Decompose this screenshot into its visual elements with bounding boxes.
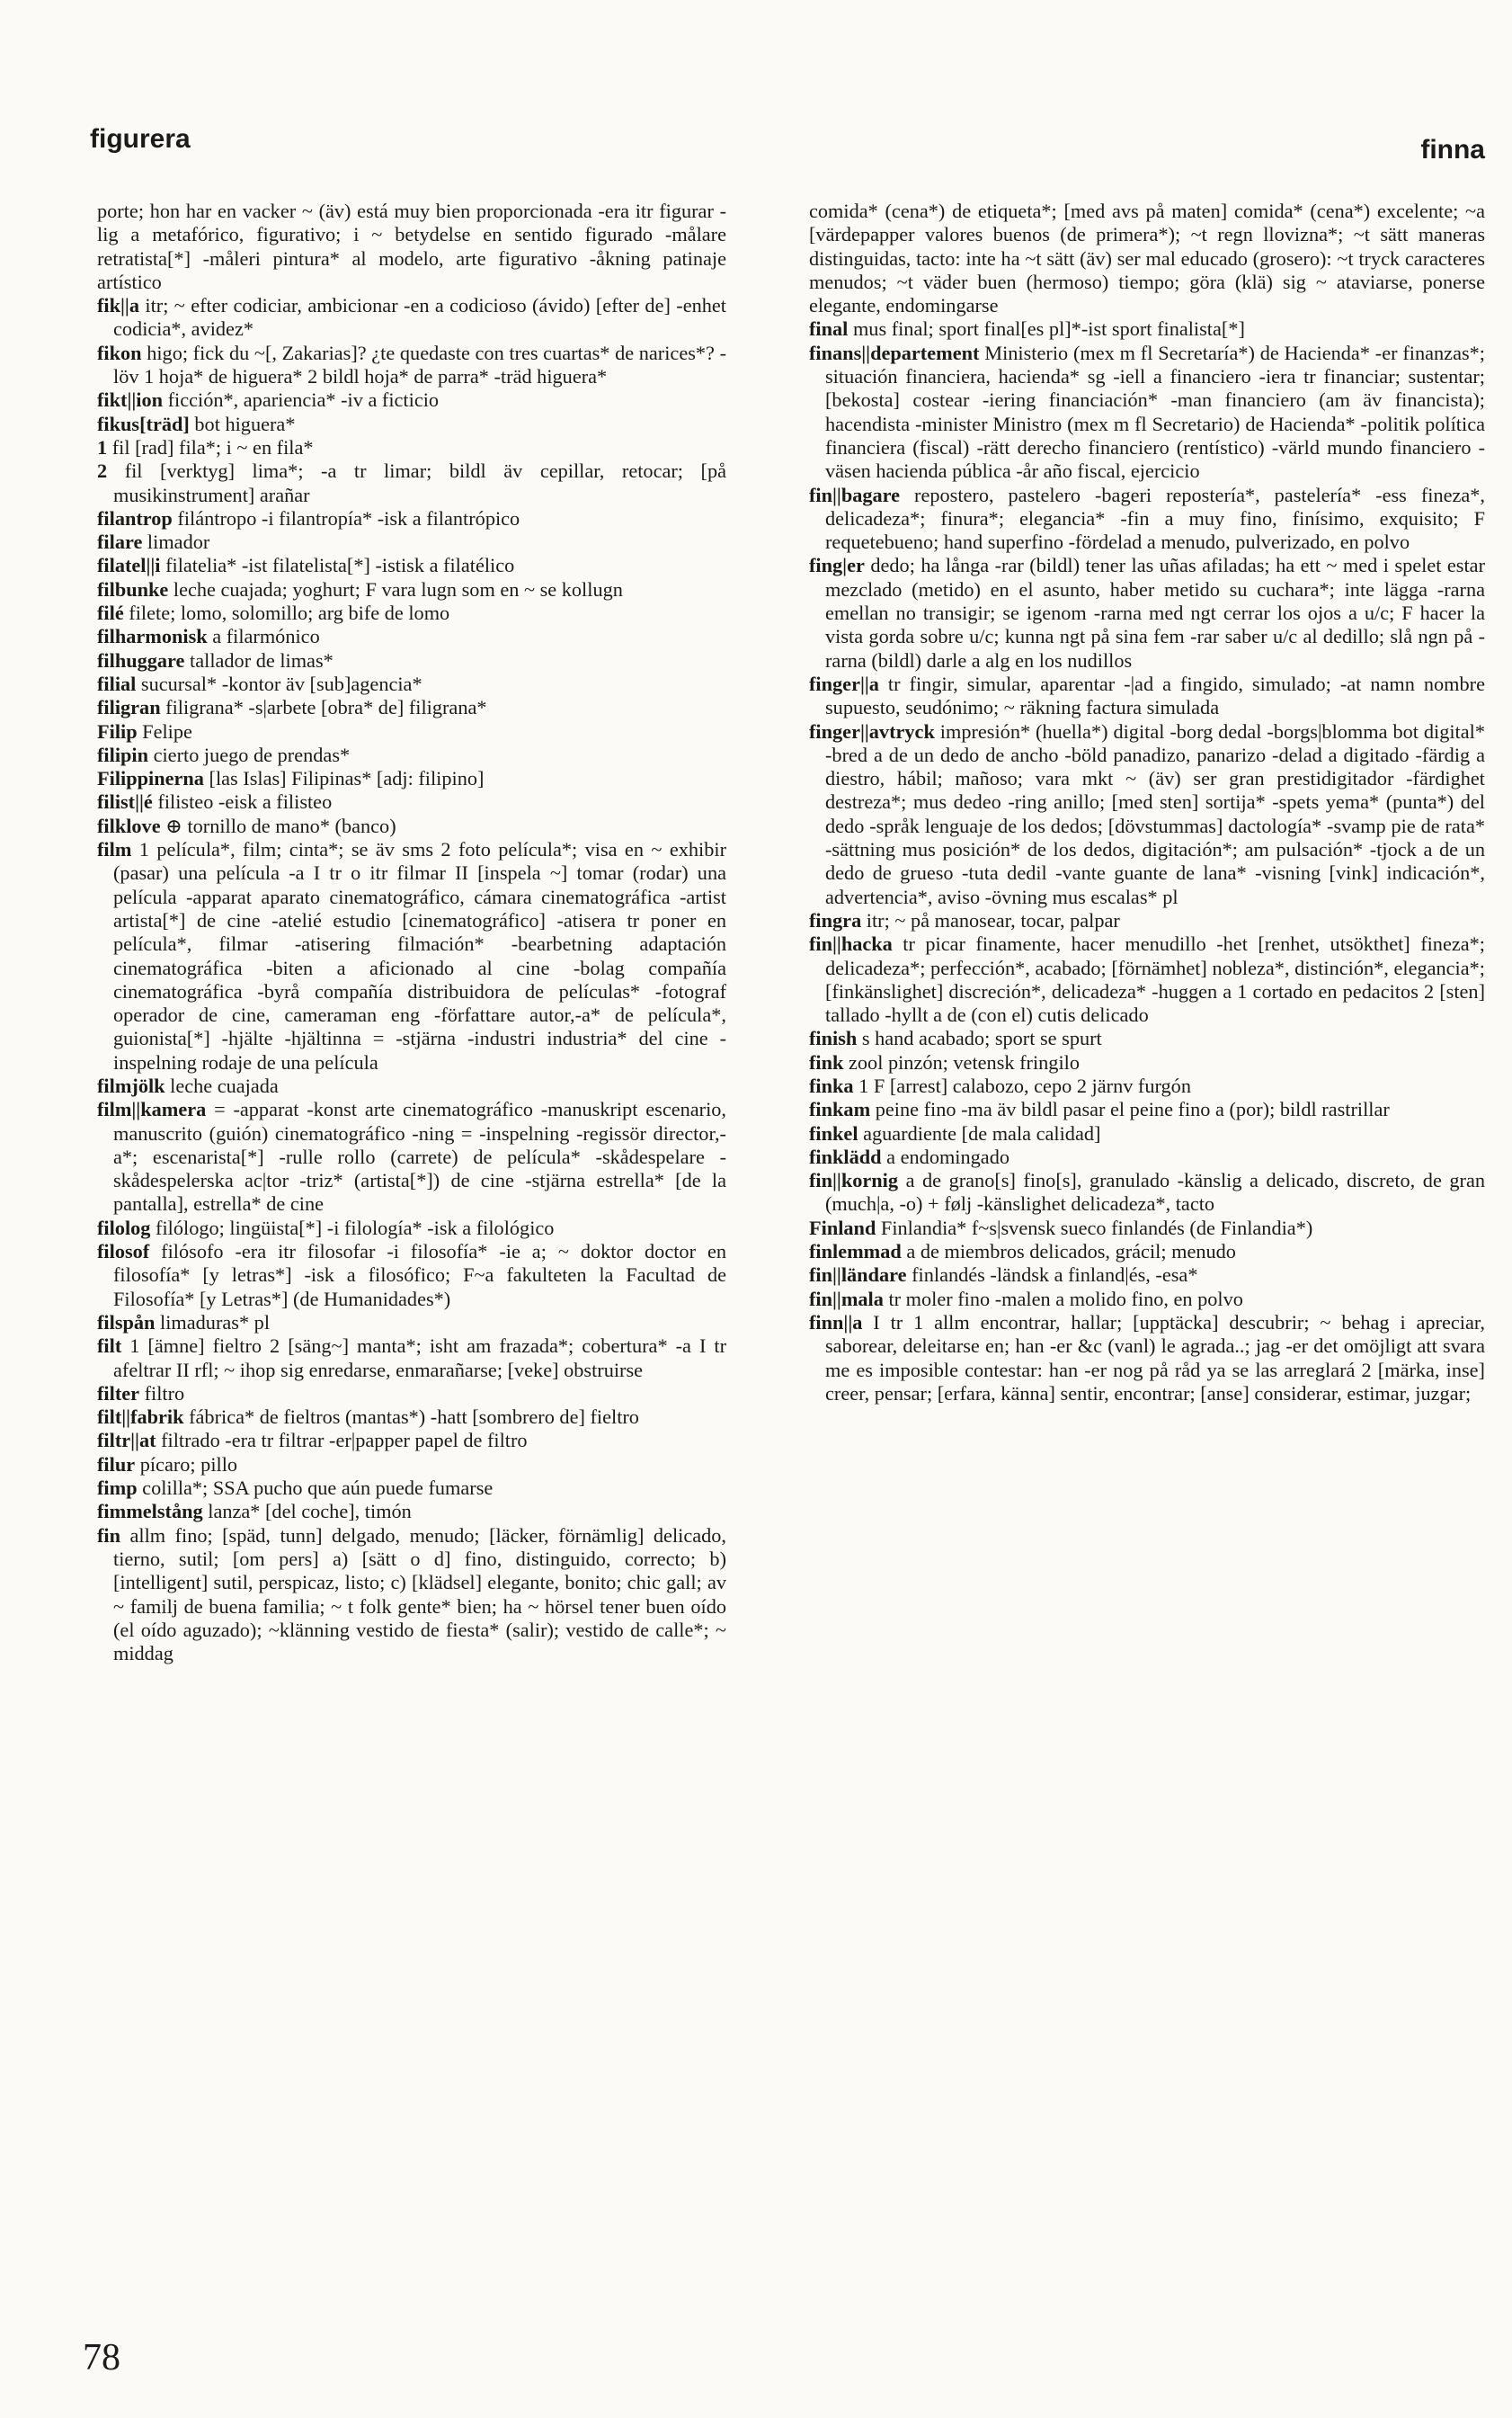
dictionary-entry: finkel aguardiente [de mala calidad] [809,1121,1101,1145]
dictionary-entry: filharmonisk a filarmónico [97,625,320,648]
dictionary-entry: filosof filósofo -era itr filosofar -i filosofía* -ie a; ~ doktor doctor en filosofía* [y letras*] -isk a filosófico; F~a fakulteten la Facultad de Filosofía* [y Letras*] (de Humanidades*) [97,1240,726,1310]
headword: filare [97,531,143,554]
headword: fin||ländare [809,1263,907,1287]
dictionary-entry: film 1 película*, film; cinta*; se äv sms 2 foto película*; visa en ~ exhibir (pasar) una película -a I tr o itr filmar II [inspela ~] tomar (rodar) una película -apparat aparato cinematográfico, cámara cinematográfica -artist artista[*] de cine -atelié estudio [cinematográfico] -atisera tr poner en película*, filmar -atisering filmación* -bearbetning adaptación cinematográfica -biten a aficionado al cine -bolag compañía cinematográfica -byrå compañía distribuidora de películas* -fotograf operador de cine, cameraman eng -författare autor,-a* de película*, guionista[*] -hjälte -hjältinna = -stjärna -industri industria* del cine -inspelning rodaje de una película [97,838,726,1074]
dictionary-entry: fin||bagare repostero, pastelero -bageri repostería*, pastelería* -ess fineza*, delicadeza*; finura*; elegancia* -fin a muy fino, finísimo, exquisito; F requetebueno; hand superfino -fördelad a menudo, pulverizado, en polvo [809,483,1485,554]
dictionary-entry: filt||fabrik fábrica* de fieltros (mantas*) -hatt [sombrero de] fieltro [97,1405,639,1429]
dictionary-entry: 1 fil [rad] fila*; i ~ en fila* [97,435,314,459]
headword: finans||departement [809,341,980,364]
dictionary-entry: final mus final; sport final[es pl]*-ist sport finalista[*] [809,317,1245,341]
dictionary-entry: filipin cierto juego de prendas* [97,743,351,766]
dictionary-entry: film||kamera = -apparat -konst arte cinematográfico -manuskript escenario, manuscrito (guión) cinematográfico -ning = -inspelning -regissör director,-a*; escenarista[*] -rulle rollo (carrete) de película* -skådespelare -skådespelerska ac|tor -triz* (artista[*]) de cine -stjärna estrella* [de la pantalla], estrella* de cine [97,1098,726,1216]
dictionary-entry: fik||a itr; ~ efter codiciar, ambicionar -en a codicioso (ávido) [efter de] -enhet codicia*, avidez* [97,294,726,341]
headword: filhuggare [97,648,185,672]
headword: filt||fabrik [97,1405,184,1429]
dictionary-entry: finish s hand acabado; sport se spurt [809,1027,1102,1050]
dictionary-entry: fimp colilla*; SSA pucho que aún puede fumarse [97,1477,494,1500]
dictionary-entry: filklove ⊕ tornillo de mano* (banco) [97,814,396,837]
running-head-left: figurera [90,124,191,154]
dictionary-entry: filare limador [97,531,210,554]
headword: fik||a [97,294,139,317]
dictionary-entry: fin allm fino; [späd, tunn] delgado, menudo; [läcker, förnämlig] delicado, tierno, sutil; [om pers] a) [sätt o d] fino, distinguido, correcto; b) [intelligent] sutil, perspicaz, listo; c) [klädsel] elegante, bonito; chic gall; av ~ familj de buena familia; ~ t folk gente* bien; ha ~ hörsel tener buen oído (el oído aguzado); ~klänning vestido de fiesta* (salir); vestido de calle*; ~ middag [97,1523,726,1665]
headword: fin [97,1523,121,1547]
headword: filist||é [97,790,153,814]
dictionary-entry: finlemmad a de miembros delicados, grácil; menudo [809,1240,1236,1263]
dictionary-entry: filigran filigrana* -s|arbete [obra* de] filigrana* [97,696,487,719]
headword: filbunke [97,577,169,601]
headword: finka [809,1074,854,1097]
dictionary-entry: filter filtro [97,1381,185,1405]
headword: finlemmad [809,1240,902,1263]
headword: fikt||ion [97,388,164,412]
dictionary-entry: fin||ländare finlandés -ländsk a finland|és, -esa* [809,1263,1198,1287]
dictionary-entry: fikt||ion ficción*, apariencia* -iv a ficticio [97,388,440,412]
dictionary-entry: filolog filólogo; lingüista[*] -i filología* -isk a filológico [97,1216,555,1239]
headword: filosof [97,1240,150,1263]
headword: fingra [809,908,862,932]
dictionary-entry: filé filete; lomo, solomillo; arg bife de lomo [97,602,450,625]
dictionary-entry: comida* (cena*) de etiqueta*; [med avs på maten] comida* (cena*) excelente; ~a [värdepapper valores buenos (de primera*); ~t regn llovizna*; ~t sätt maneras distinguidas, tacto: inte ha ~t sätt (äv) ser mal educado (grosero): ~t tryck caracteres menudos; ~t väder buen (hermoso) tiempo; göra (klä) sig ~ ataviarse, ponerse elegante, endomingarse [809,200,1485,317]
dictionary-entry: fink zool pinzón; vetensk fringilo [809,1050,1080,1074]
headword: fikus[träd] [97,412,190,435]
dictionary-entry: filhuggare tallador de limas* [97,648,334,672]
dictionary-entry: finklädd a endomingado [809,1145,1009,1168]
headword: 1 [97,435,108,459]
dictionary-entry: Filip Felipe [97,719,192,743]
headword: filigran [97,696,161,719]
headword: finish [809,1027,858,1050]
headword: fink [809,1050,844,1074]
dictionary-entry: filtr||at filtrado -era tr filtrar -er|papper papel de filtro [97,1429,528,1452]
headword: finkam [809,1098,871,1121]
dictionary-entry: filmjölk leche cuajada [97,1074,279,1097]
dictionary-entry: fin||hacka tr picar finamente, hacer menudillo -het [renhet, utsökthet] fineza*; delicadeza*; perfección*, acabado; [förnämhet] nobleza*, distinción*, elegancia*; [finkänslighet] discreción*, delicadeza* -huggen a 1 cortado en pedacitos 2 [sten] tallado -hyllt a de (con el) cutis delicado [809,932,1485,1027]
headword: 2 [97,460,108,483]
dictionary-entry: 2 fil [verktyg] lima*; -a tr limar; bildl äv cepillar, retocar; [på musikinstrument] arañar [97,460,726,506]
dictionary-entry: filt 1 [ämne] fieltro 2 [säng~] manta*; isht am frazada*; cobertura* -a I tr afeltrar II rfl; ~ ihop sig enredarse, enmarañarse; [veke] obstruirse [97,1334,726,1381]
dictionary-entry: filatel||i filatelia* -ist filatelista[*] -istisk a filatélico [97,554,515,577]
dictionary-entry: fikon higo; fick du ~[, Zakarias]? ¿te quedaste con tres cuartas* de narices*? -löv 1 hoja* de higuera* 2 bildl hoja* de parra* -träd higuera* [97,341,726,388]
dictionary-entry: finka 1 F [arrest] calabozo, cepo 2 järnv furgón [809,1074,1191,1097]
headword: finger||a [809,672,879,695]
dictionary-entry: finger||a tr fingir, simular, aparentar -|ad a fingido, simulado; -at namn nombre supuesto, seudónimo; ~ räkning factura simulada [809,672,1485,719]
headword: Finland [809,1216,876,1239]
right-column [809,200,1485,1405]
dictionary-entry: filist||é filisteo -eisk a filisteo [97,790,333,814]
headword: fing|er [809,554,865,577]
headword: Filip [97,719,138,743]
headword: filharmonisk [97,625,208,648]
dictionary-entry: finkam peine fino -ma äv bildl pasar el peine fino a (por); bildl rastrillar [809,1098,1390,1121]
headword: finger||avtryck [809,719,935,743]
dictionary-entry: finn||a I tr 1 allm encontrar, hallar; [upptäcka] descubrir; ~ behag i apreciar, saborear, deleitarse en; han -er &c (vanl) le agrada..; jag -er det omöjligt att svara me es imposible contestar: han -er nog på råd ya se las arreglará 2 [märka, inse] creer, pensar; [erfara, känna] sentir, encontrar; [anse] considerar, estimar, juzgar; [809,1310,1485,1405]
headword: film||kamera [97,1098,207,1121]
headword: finn||a [809,1310,863,1334]
headword: filt [97,1334,122,1358]
dictionary-entry: filur pícaro; pillo [97,1452,238,1476]
headword: filial [97,672,137,695]
headword: filé [97,602,124,625]
left-column [97,200,726,1665]
headword: filantrop [97,506,173,530]
headword: finklädd [809,1145,882,1168]
page-number: 78 [83,2337,120,2378]
headword: filmjölk [97,1074,165,1097]
headword: fikon [97,341,142,364]
dictionary-entry: finans||departement Ministerio (mex m fl Secretaría*) de Hacienda* -er finanzas*; situación financiera, hacienda* sg -iell a financiero -iera tr financiar; sustentar; [bekosta] costear -iering financiación* -man financiero (am äv financista); hacendista -minister Ministro (mex m fl Secretario) de Hacienda* -politik política financiera (fiscal) -rätt derecho financiero (rentístico) -värld mundo financiero -väsen hacienda pública -år año fiscal, ejercicio [809,341,1485,483]
dictionary-entry: filbunke leche cuajada; yoghurt; F vara lugn som en ~ se kollugn [97,577,623,601]
dictionary-entry: Filippinerna [las Islas] Filipinas* [adj: filipino] [97,767,485,790]
dictionary-entry: finger||avtryck impresión* (huella*) digital -borg dedal -borgs|blomma bot digital* -bred a de un dedo de ancho -böld panadizo, panarizo -delad a digitado -färdig a diestro, hábil; mañoso; vara mkt ~ (äv) ser gran prestidigitador -färdighet destreza*; mus dedeo -ring anillo; [med sten] sortija* -spets yema* (punta*) del dedo -språk lenguaje de los dedos; [dövstummas] dactología* -svamp pie de rata* -sättning mus posición* de los dedos, digitación*; am pulsación* -tjock a de un dedo de grueso -tuta dedil -vante guante de lana* -visning [vink] indicación*, advertencia*, aviso -övning mus escalas* pl [809,719,1485,908]
headword: filklove [97,814,161,837]
headword: final [809,317,849,341]
headword: filipin [97,743,149,766]
headword: fimp [97,1477,138,1500]
headword: filur [97,1452,136,1476]
headword: filspån [97,1310,156,1334]
running-head-right: finna [1420,135,1485,165]
dictionary-entry: filantrop filántropo -i filantropía* -isk a filantrópico [97,506,520,530]
headword: fin||kornig [809,1169,899,1192]
dictionary-entry: fikus[träd] bot higuera* [97,412,296,435]
headword: filatel||i [97,554,161,577]
headword: fimmelstång [97,1500,203,1523]
headword: filter [97,1381,140,1405]
headword: filolog [97,1216,151,1239]
dictionary-entry: porte; hon har en vacker ~ (äv) está muy bien proporcionada -era itr figurar -lig a metafórico, figurativo; i ~ betydelse en sentido figurado -målare retratista[*] -måleri pintura* al modelo, arte figurativo -åkning patinaje artístico [97,200,726,293]
dictionary-entry: fin||kornig a de grano[s] fino[s], granulado -känslig a delicado, discreto, de gran (much|a, -o) + følj -känslighet delicadeza*, tacto [809,1169,1485,1216]
dictionary-entry: fing|er dedo; ha långa -rar (bildl) tener las uñas afiladas; ha ett ~ med i spelet estar mezclado (metido) en el asunto, haber metido su cuchara*; inte lägga -rarna emellan no transigir; se igenom -rarna med ngt cerrar los ojos a u/c; F hacer la vista gorda sobre u/c; kunna ngt på sina fem -rar saber u/c al dedillo; slå ngn på -rarna (bildl) darle a alg en los nudillos [809,554,1485,672]
headword: fin||bagare [809,483,901,506]
dictionary-entry: fimmelstång lanza* [del coche], timón [97,1500,412,1523]
dictionary-entry: fin||mala tr moler fino -malen a molido fino, en polvo [809,1287,1243,1310]
headword: finkel [809,1121,858,1145]
dictionary-entry: fingra itr; ~ på manosear, tocar, palpar [809,908,1120,932]
headword: fin||mala [809,1287,884,1310]
headword: fin||hacka [809,932,893,956]
dictionary-entry: filial sucursal* -kontor äv [sub]agencia* [97,672,422,695]
headword: Filippinerna [97,767,204,790]
headword: film [97,838,132,861]
dictionary-entry: filspån limaduras* pl [97,1310,271,1334]
dictionary-entry: Finland Finlandia* f~s|svensk sueco finlandés (de Finlandia*) [809,1216,1313,1239]
headword: filtr||at [97,1429,156,1452]
